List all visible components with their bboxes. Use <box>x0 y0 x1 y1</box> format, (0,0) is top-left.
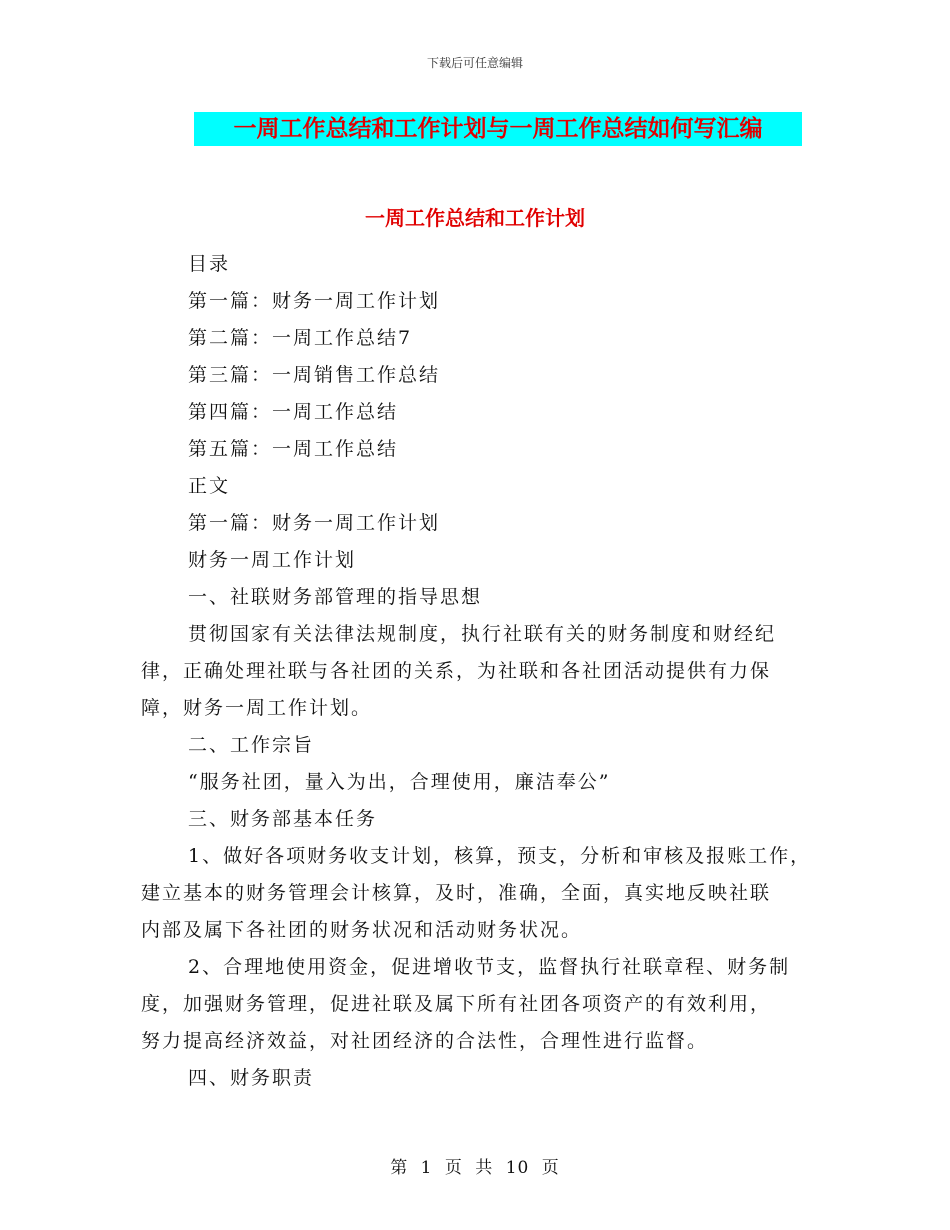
text-line: 目录 <box>188 253 231 275</box>
header-note: 下载后可任意编辑 <box>426 56 523 70</box>
footer-ye: 页 <box>444 1158 463 1178</box>
page-footer <box>0 1153 950 1178</box>
text-line: 第五篇：一周工作总结 <box>188 438 399 460</box>
footer-total-pages: 10 <box>505 1158 530 1178</box>
document-body <box>141 246 811 1097</box>
text-line: 四、财务职责 <box>188 1067 315 1089</box>
text-line: 一、社联财务部管理的指导思想 <box>188 586 483 608</box>
text-line: 建立基本的财务管理会计核算，及时，准确，全面，真实地反映社联 <box>141 882 772 904</box>
text-line: 障，财务一周工作计划。 <box>141 697 373 719</box>
text-line: 第二篇：一周工作总结7 <box>188 327 413 349</box>
text-line: 三、财务部基本任务 <box>188 808 378 830</box>
text-line: 律，正确处理社联与各社团的关系，为社联和各社团活动提供有力保 <box>141 660 772 682</box>
sub-title: 一周工作总结和工作计划 <box>365 206 585 230</box>
footer-di: 第 <box>390 1158 409 1178</box>
text-line: 二、工作宗旨 <box>188 734 315 756</box>
text-line: 内部及属下各社团的财务状况和活动财务状况。 <box>141 919 583 941</box>
text-line: 第四篇：一周工作总结 <box>188 401 399 423</box>
text-line: 度，加强财务管理，促进社联及属下所有社团各项资产的有效利用， <box>141 993 772 1015</box>
footer-gong: 共 <box>475 1158 494 1178</box>
text-line: 第三篇：一周销售工作总结 <box>188 364 441 386</box>
footer-ye2: 页 <box>541 1158 560 1178</box>
text-line: 1、做好各项财务收支计划，核算，预支，分析和审核及报账工作， <box>188 845 812 867</box>
text-line: 贯彻国家有关法律法规制度，执行社联有关的财务制度和财经纪 <box>188 623 777 645</box>
text-line: 正文 <box>188 475 231 497</box>
text-line: 财务一周工作计划 <box>188 549 357 571</box>
text-line: “服务社团，量入为出，合理使用，廉洁奉公” <box>188 771 611 793</box>
footer-current-page: 1 <box>420 1158 433 1178</box>
text-line: 努力提高经济效益，对社团经济的合法性，合理性进行监督。 <box>141 1030 709 1052</box>
text-line: 第一篇：财务一周工作计划 <box>188 290 441 312</box>
text-line: 2、合理地使用资金，促进增收节支，监督执行社联章程、财务制 <box>188 956 791 978</box>
text-line: 第一篇：财务一周工作计划 <box>188 512 441 534</box>
main-title: 一周工作总结和工作计划与一周工作总结如何写汇编 <box>194 112 802 146</box>
